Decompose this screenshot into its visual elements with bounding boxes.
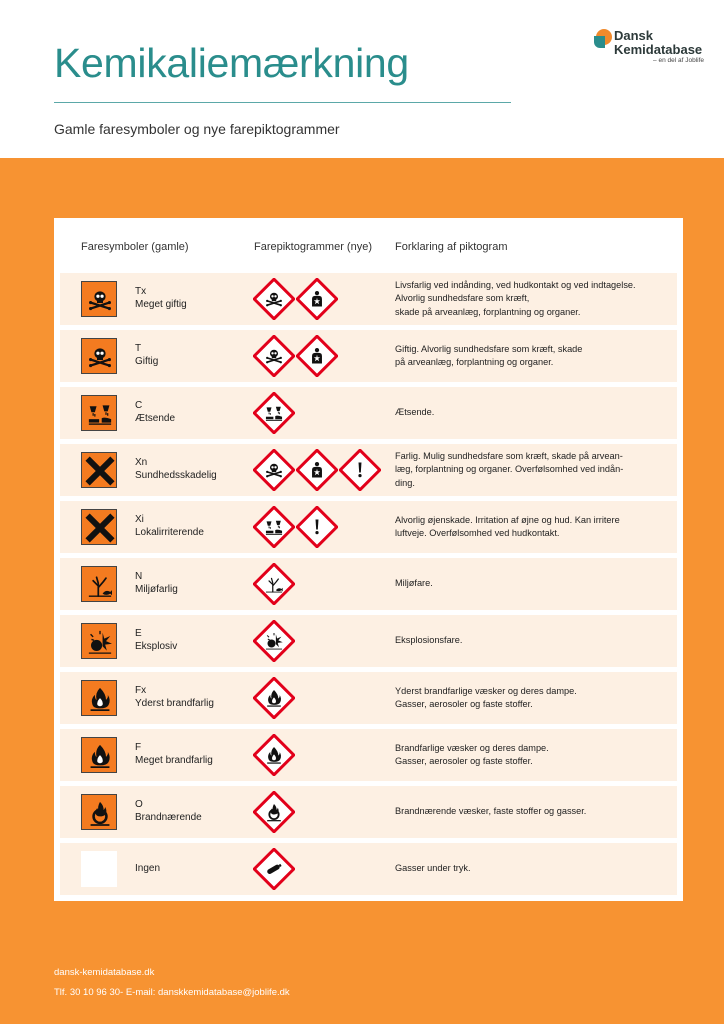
old-hazard-symbol <box>81 338 117 374</box>
logo-text-line2: Kemidatabase <box>614 42 703 57</box>
ghs-pictogram <box>296 449 338 491</box>
ghs-pictogram <box>253 620 295 662</box>
skull-icon <box>253 335 295 377</box>
hazard-name: Ætsende <box>135 413 176 424</box>
old-hazard-symbol <box>81 509 117 545</box>
hazard-name: Lokalirriterende <box>135 527 204 538</box>
ghs-pictogram <box>296 506 338 548</box>
hazard-code: Tx <box>135 286 147 297</box>
flame-icon <box>253 734 295 776</box>
cross-icon <box>82 510 118 546</box>
ghs-pictogram <box>253 278 295 320</box>
health-hazard-icon <box>296 278 338 320</box>
flame-icon <box>82 738 118 774</box>
explosive-icon <box>82 624 118 660</box>
exclamation-icon <box>339 449 381 491</box>
old-hazard-symbol <box>81 623 117 659</box>
table-row <box>60 729 677 781</box>
explanation-line: Farlig. Mulig sundhedsfare som kræft, skade på arvean- <box>395 450 623 461</box>
explanation-line: Brandfarlige væsker og deres dampe. <box>395 742 549 753</box>
oxidizer-icon <box>253 791 295 833</box>
explanation-line: Giftig. Alvorlig sundhedsfare som kræft, skade <box>395 343 583 354</box>
logo-tagline: – en del af Joblife <box>653 57 704 64</box>
hazard-name: Ingen <box>135 863 161 874</box>
table-row <box>60 558 677 610</box>
exclamation-icon <box>296 506 338 548</box>
page-subtitle: Gamle faresymboler og nye farepiktogrammer <box>54 121 340 137</box>
explanation-line: Yderst brandfarlige væsker og deres dampe. <box>395 685 577 696</box>
explanation-line: Eksplosionsfare. <box>395 635 463 646</box>
table-row <box>60 615 677 667</box>
footer-contact: Tlf. 30 10 96 30- E-mail: danskkemidatabase@joblife.dk <box>54 987 290 998</box>
table-row <box>60 444 677 496</box>
ghs-pictogram <box>253 506 295 548</box>
explanation-line: Brandnærende væsker, faste stoffer og gasser. <box>395 806 587 817</box>
corrosive-icon <box>253 506 295 548</box>
explanation-line: på arveanlæg, forplantning og organer. <box>395 357 554 367</box>
explanation-line: Alvorlig sundhedsfare som kræft, <box>395 293 530 304</box>
ghs-pictogram <box>253 734 295 776</box>
ghs-pictogram <box>253 677 295 719</box>
pictogram-explanation <box>395 742 670 769</box>
table-row <box>60 387 677 439</box>
table-row <box>60 501 677 553</box>
ghs-pictogram <box>296 278 338 320</box>
ghs-pictogram <box>339 449 381 491</box>
health-hazard-icon <box>296 449 338 491</box>
old-hazard-symbol <box>81 281 117 317</box>
ghs-pictogram <box>253 335 295 377</box>
dansk-kemidatabase-logo <box>592 26 712 68</box>
explanation-line: luftveje. Overfølsomhed ved hudkontakt. <box>395 528 560 538</box>
explanation-line: Gasser, aerosoler og faste stoffer. <box>395 699 533 709</box>
header-explanation: Forklaring af piktogram <box>395 241 508 253</box>
pictogram-explanation <box>395 343 670 370</box>
title-divider <box>54 102 511 103</box>
oxidizer-icon <box>82 795 118 831</box>
explanation-line: Alvorlig øjenskade. Irritation af øjne og hud. Kan irritere <box>395 514 620 525</box>
hazard-name: Meget giftig <box>135 299 187 310</box>
old-hazard-symbol <box>81 680 117 716</box>
symbols-table-card <box>54 218 683 901</box>
ghs-pictogram <box>253 791 295 833</box>
pictogram-explanation <box>395 577 670 591</box>
ghs-pictogram <box>253 563 295 605</box>
explanation-line: læg, forplantning og organer. Overfølsomhed ved indån- <box>395 464 624 475</box>
hazard-code: C <box>135 400 143 411</box>
ghs-pictogram <box>253 392 295 434</box>
cross-icon <box>82 453 118 489</box>
hazard-code: F <box>135 742 142 753</box>
hazard-code: Xn <box>135 457 148 468</box>
old-hazard-symbol <box>81 452 117 488</box>
hazard-code: Fx <box>135 685 147 696</box>
environment-icon <box>82 567 118 603</box>
explanation-line: Gasser, aerosoler og faste stoffer. <box>395 756 533 766</box>
corrosive-icon <box>82 396 118 432</box>
health-hazard-icon <box>296 335 338 377</box>
ghs-pictogram <box>253 848 295 890</box>
flame-icon <box>253 677 295 719</box>
gas-cylinder-icon <box>253 848 295 890</box>
flame-icon <box>82 681 118 717</box>
hazard-code: Xi <box>135 514 144 525</box>
pictogram-explanation <box>395 450 670 491</box>
explanation-line: Ætsende. <box>395 407 435 418</box>
hazard-code: N <box>135 571 143 582</box>
hazard-name: Meget brandfarlig <box>135 755 213 766</box>
environment-icon <box>253 563 295 605</box>
ghs-pictogram <box>253 449 295 491</box>
old-hazard-symbol <box>81 395 117 431</box>
hazard-name: Eksplosiv <box>135 641 178 652</box>
hazard-name: Sundhedsskadelig <box>135 470 217 481</box>
old-hazard-symbol <box>81 794 117 830</box>
hazard-name: Brandnærende <box>135 812 202 823</box>
corrosive-icon <box>253 392 295 434</box>
table-row <box>60 672 677 724</box>
explanation-line: Livsfarlig ved indånding, ved hudkontakt og ved indtagelse. <box>395 279 636 290</box>
skull-icon <box>82 339 118 375</box>
table-row <box>60 330 677 382</box>
hazard-code: T <box>135 343 142 354</box>
pictogram-explanation <box>395 406 670 420</box>
pictogram-explanation <box>395 862 670 876</box>
skull-icon <box>253 449 295 491</box>
page-header <box>0 0 724 158</box>
hazard-name: Giftig <box>135 356 159 367</box>
pictogram-explanation <box>395 279 670 320</box>
explosive-icon <box>253 620 295 662</box>
logo-mark-icon <box>592 28 614 50</box>
explanation-line: ding. <box>395 477 415 488</box>
explanation-line: skade på arveanlæg, forplantning og organer. <box>395 306 581 317</box>
skull-icon <box>82 282 118 318</box>
pictogram-explanation <box>395 685 670 712</box>
explanation-line: Gasser under tryk. <box>395 863 471 874</box>
hazard-name: Miljøfarlig <box>135 584 178 595</box>
explanation-line: Miljøfare. <box>395 578 433 589</box>
table-row <box>60 843 677 895</box>
table-row <box>60 786 677 838</box>
hazard-code: E <box>135 628 142 639</box>
header-old-symbols: Faresymboler (gamle) <box>81 241 189 253</box>
logo-text-line1: Dansk <box>614 28 654 43</box>
page-title: Kemikaliemærkning <box>54 40 409 86</box>
pictogram-explanation <box>395 514 670 541</box>
ghs-pictogram <box>296 335 338 377</box>
old-hazard-symbol <box>81 737 117 773</box>
old-hazard-symbol <box>81 566 117 602</box>
hazard-code: O <box>135 799 143 810</box>
pictogram-explanation <box>395 805 670 819</box>
pictogram-explanation <box>395 634 670 648</box>
footer-website[interactable]: dansk-kemidatabase.dk <box>54 967 155 978</box>
symbols-table <box>60 273 677 900</box>
header-new-pictograms: Farepiktogrammer (nye) <box>254 241 372 253</box>
table-row <box>60 273 677 325</box>
skull-icon <box>253 278 295 320</box>
old-hazard-symbol <box>81 851 117 887</box>
hazard-name: Yderst brandfarlig <box>135 698 214 709</box>
